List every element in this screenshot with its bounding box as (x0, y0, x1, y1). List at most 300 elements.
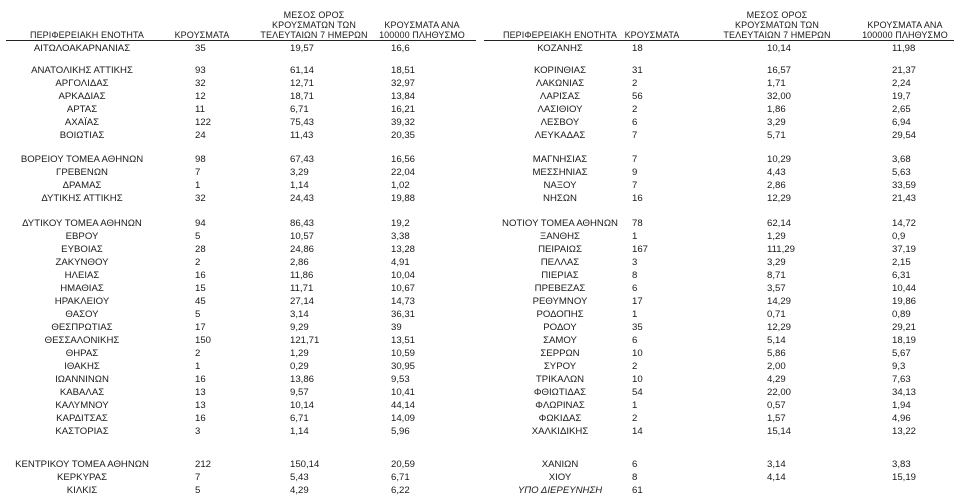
region-name: ΦΛΩΡΙΝΑΣ (535, 400, 585, 411)
region-name: ΔΥΤΙΚΗΣ ΑΤΤΙΚΗΣ (41, 193, 123, 204)
per100k-value: 7,63 (892, 374, 911, 385)
avg7-value: 2,86 (290, 257, 309, 268)
region-name: ΚΑΛΥΜΝΟΥ (55, 400, 109, 411)
avg7-value: 27,14 (290, 296, 315, 307)
cases-value: 2 (632, 104, 638, 115)
cases-value: 6 (632, 117, 638, 128)
column-header (484, 0, 636, 40)
avg7-value: 1,29 (290, 348, 309, 359)
cases-value: 10 (632, 374, 643, 385)
column-header (254, 0, 374, 40)
table-row (6, 154, 476, 166)
table-row (484, 335, 954, 347)
avg7-value: 12,29 (767, 193, 792, 204)
cases-value: 14 (632, 426, 643, 437)
table-row (6, 426, 476, 438)
avg7-value: 3,29 (767, 117, 786, 128)
cases-value: 78 (632, 218, 643, 229)
cases-value: 1 (632, 309, 638, 320)
per100k-value: 16,56 (391, 154, 416, 165)
region-name: ΝΟΤΙΟΥ ΤΟΜΕΑ ΑΘΗΝΩΝ (502, 218, 618, 229)
per100k-value: 2,24 (892, 78, 911, 89)
column-header-line: 100000 ΠΛΗΘΥΣΜΟ (862, 30, 948, 40)
region-name: ΚΑΣΤΟΡΙΑΣ (55, 426, 109, 437)
table-row (6, 296, 476, 308)
cases-value: 3 (195, 426, 201, 437)
per100k-value: 10,41 (391, 387, 416, 398)
region-name: ΛΑΚΩΝΙΑΣ (535, 78, 585, 89)
region-name: ΧΑΝΙΩΝ (541, 459, 579, 470)
per100k-value: 13,51 (391, 335, 416, 346)
avg7-value: 5,43 (290, 472, 309, 483)
cases-value: 2 (195, 257, 201, 268)
table-row (6, 309, 476, 321)
region-name: ΜΕΣΣΗΝΙΑΣ (532, 167, 588, 178)
header-rule (484, 40, 954, 41)
per100k-value: 20,35 (391, 130, 416, 141)
region-name: ΚΑΒΑΛΑΣ (59, 387, 105, 398)
table-row (484, 257, 954, 269)
avg7-value: 1,71 (767, 78, 786, 89)
region-name: ΦΩΚΙΔΑΣ (538, 413, 582, 424)
region-name: ΒΟΡΕΙΟΥ ΤΟΜΕΑ ΑΘΗΝΩΝ (20, 154, 144, 165)
region-name: ΑΧΑΪΑΣ (64, 117, 100, 128)
table-row (484, 180, 954, 192)
per100k-value: 0,9 (892, 231, 906, 242)
column-header-line: ΚΡΟΥΣΜΑΤΩΝ ΤΩΝ (272, 20, 356, 30)
per100k-value: 9,53 (391, 374, 410, 385)
cases-value: 6 (632, 459, 638, 470)
per100k-value: 10,44 (892, 283, 917, 294)
avg7-value: 4,14 (767, 472, 786, 483)
table-row (484, 387, 954, 399)
region-name: ΤΡΙΚΑΛΩΝ (535, 374, 585, 385)
avg7-value: 3,14 (290, 309, 309, 320)
per100k-value: 13,84 (391, 91, 416, 102)
avg7-value: 2,86 (767, 180, 786, 191)
per100k-value: 21,37 (892, 65, 917, 76)
per100k-value: 6,31 (892, 270, 911, 281)
table-row (6, 244, 476, 256)
table-row (484, 459, 954, 471)
cases-value: 1 (632, 231, 638, 242)
table-row (484, 117, 954, 129)
per100k-value: 10,67 (391, 283, 416, 294)
cases-value: 2 (632, 413, 638, 424)
table-row (484, 43, 954, 55)
table-row (484, 400, 954, 412)
cases-value: 6 (632, 335, 638, 346)
column-header (6, 0, 168, 40)
avg7-value: 121,71 (290, 335, 320, 346)
avg7-value: 11,86 (290, 270, 314, 281)
table-row (6, 78, 476, 90)
avg7-value: 5,14 (767, 335, 786, 346)
cases-value: 98 (195, 154, 206, 165)
avg7-value: 4,43 (767, 167, 786, 178)
table-row (484, 296, 954, 308)
region-name: ΚΙΛΚΙΣ (66, 485, 98, 496)
avg7-value: 1,86 (767, 104, 786, 115)
cases-value: 61 (632, 485, 643, 496)
table-row (484, 322, 954, 334)
region-name: ΡΕΘΥΜΝΟΥ (532, 296, 588, 307)
column-header-line: ΚΡΟΥΣΜΑΤΩΝ ΤΩΝ (735, 20, 819, 30)
region-name: ΑΝΑΤΟΛΙΚΗΣ ΑΤΤΙΚΗΣ (31, 65, 133, 76)
cases-value: 122 (195, 117, 212, 128)
cases-value: 9 (632, 167, 638, 178)
region-name: ΛΑΣΙΘΙΟΥ (537, 104, 583, 115)
table-row (484, 270, 954, 282)
cases-value: 2 (632, 361, 638, 372)
avg7-value: 0,71 (767, 309, 786, 320)
region-name: ΧΑΛΚΙΔΙΚΗΣ (531, 426, 589, 437)
column-header-line: ΚΡΟΥΣΜΑΤΑ ΑΝΑ (867, 20, 943, 30)
per100k-value: 14,09 (391, 413, 416, 424)
cases-value: 12 (195, 91, 206, 102)
cases-value: 17 (195, 322, 206, 333)
per100k-value: 3,38 (391, 231, 410, 242)
region-name: ΑΡΓΟΛΙΔΑΣ (55, 78, 109, 89)
per100k-value: 44,14 (391, 400, 416, 411)
per100k-value: 19,7 (892, 91, 911, 102)
region-name: ΘΕΣΠΡΩΤΙΑΣ (51, 322, 113, 333)
cases-value: 18 (632, 43, 643, 54)
cases-value: 212 (195, 459, 212, 470)
avg7-value: 9,57 (290, 387, 309, 398)
per100k-value: 0,89 (892, 309, 911, 320)
region-name: ΙΘΑΚΗΣ (64, 361, 100, 372)
table-row (484, 361, 954, 373)
table-row (484, 78, 954, 90)
region-name: ΛΑΡΙΣΑΣ (539, 91, 581, 102)
avg7-value: 9,29 (290, 322, 309, 333)
avg7-value: 10,14 (767, 43, 792, 54)
cases-value: 2 (195, 348, 201, 359)
region-name: ΙΩΑΝΝΙΝΩΝ (55, 374, 109, 385)
table-row (484, 167, 954, 179)
cases-value: 1 (632, 400, 638, 411)
table-row (6, 218, 476, 230)
avg7-value: 3,29 (767, 257, 786, 268)
region-name: ΑΡΤΑΣ (66, 104, 98, 115)
region-name: ΥΠΟ ΔΙΕΡΕΥΝΗΣΗ (517, 485, 603, 496)
region-name: ΚΟΖΑΝΗΣ (537, 43, 583, 54)
avg7-value: 3,57 (767, 283, 786, 294)
header-rule (6, 40, 476, 41)
column-header-line: ΠΕΡΙΦΕΡΕΙΑΚΗ ΕΝΟΤΗΤΑ (29, 30, 145, 40)
per100k-value: 33,59 (892, 180, 917, 191)
column-header (166, 0, 238, 40)
region-name: ΠΡΕΒΕΖΑΣ (534, 283, 586, 294)
table-row (484, 218, 954, 230)
table-row (6, 117, 476, 129)
region-name: ΠΕΙΡΑΙΩΣ (538, 244, 582, 255)
table-row (6, 400, 476, 412)
cases-value: 7 (632, 154, 638, 165)
column-header-line: ΠΕΡΙΦΕΡΕΙΑΚΗ ΕΝΟΤΗΤΑ (502, 30, 618, 40)
region-name: ΞΑΝΘΗΣ (540, 231, 580, 242)
avg7-value: 19,57 (290, 43, 315, 54)
per100k-value: 29,21 (892, 322, 917, 333)
column-header-line: 100000 ΠΛΗΘΥΣΜΟ (379, 30, 465, 40)
avg7-value: 61,14 (290, 65, 315, 76)
avg7-value: 1,14 (290, 180, 309, 191)
cases-value: 3 (632, 257, 638, 268)
cases-value: 94 (195, 218, 206, 229)
region-name: ΠΕΛΛΑΣ (540, 257, 580, 268)
avg7-value: 2,00 (767, 361, 786, 372)
per100k-value: 19,2 (391, 218, 410, 229)
cases-value: 16 (195, 270, 206, 281)
region-name: ΔΥΤΙΚΟΥ ΤΟΜΕΑ ΑΘΗΝΩΝ (22, 218, 142, 229)
region-name: ΚΕΝΤΡΙΚΟΥ ΤΟΜΕΑ ΑΘΗΝΩΝ (15, 459, 149, 470)
cases-value: 10 (632, 348, 643, 359)
avg7-value: 22,00 (767, 387, 792, 398)
avg7-value: 11,43 (290, 130, 314, 141)
cases-value: 8 (632, 270, 638, 281)
avg7-value: 1,29 (767, 231, 786, 242)
region-name: ΖΑΚΥΝΘΟΥ (55, 257, 109, 268)
region-name: ΗΛΕΙΑΣ (64, 270, 100, 281)
region-name: ΝΗΣΩΝ (543, 193, 577, 204)
per100k-value: 1,02 (391, 180, 410, 191)
region-name: ΡΟΔΟΠΗΣ (536, 309, 584, 320)
cases-value: 7 (632, 130, 638, 141)
table-row (484, 472, 954, 484)
table-row (484, 193, 954, 205)
per100k-value: 37,19 (892, 244, 917, 255)
avg7-value: 4,29 (767, 374, 786, 385)
per100k-value: 14,72 (892, 218, 917, 229)
table-row (6, 65, 476, 77)
per100k-value: 6,71 (391, 472, 410, 483)
table-row (6, 104, 476, 116)
region-name: ΧΙΟΥ (548, 472, 572, 483)
region-name: ΘΑΣΟΥ (65, 309, 99, 320)
avg7-value: 4,29 (290, 485, 309, 496)
column-header (854, 0, 956, 40)
table-row (6, 472, 476, 484)
table-row (6, 257, 476, 269)
region-name: ΣΥΡΟΥ (543, 361, 577, 372)
avg7-value: 32,00 (767, 91, 792, 102)
table-row (484, 231, 954, 243)
table-row (6, 322, 476, 334)
per100k-value: 19,88 (391, 193, 416, 204)
region-name: ΡΟΔΟΥ (543, 322, 577, 333)
cases-value: 24 (195, 130, 206, 141)
table-row (6, 348, 476, 360)
per100k-value: 1,94 (892, 400, 911, 411)
per100k-value: 16,21 (391, 104, 416, 115)
table-row (484, 130, 954, 142)
per100k-value: 5,96 (391, 426, 410, 437)
column-header-line: ΚΡΟΥΣΜΑΤΑ (624, 30, 680, 40)
per100k-value: 22,04 (391, 167, 416, 178)
per100k-value: 34,13 (892, 387, 917, 398)
per100k-value: 14,73 (391, 296, 416, 307)
cases-value: 1 (195, 180, 201, 191)
avg7-value: 12,29 (767, 322, 792, 333)
table-row (6, 130, 476, 142)
avg7-value: 16,57 (767, 65, 792, 76)
cases-value: 2 (632, 78, 638, 89)
table-row (6, 283, 476, 295)
per100k-value: 18,19 (892, 335, 917, 346)
cases-value: 45 (195, 296, 206, 307)
avg7-value: 62,14 (767, 218, 792, 229)
column-header (616, 0, 688, 40)
cases-value: 7 (632, 180, 638, 191)
table-row (6, 374, 476, 386)
cases-value: 7 (195, 472, 201, 483)
cases-value: 11 (195, 104, 205, 115)
column-header-line: ΤΕΛΕΥΤΑΙΩΝ 7 ΗΜΕΡΩΝ (723, 30, 831, 40)
table-row (484, 244, 954, 256)
avg7-value: 8,71 (767, 270, 786, 281)
avg7-value: 1,57 (767, 413, 786, 424)
region-name: ΘΕΣΣΑΛΟΝΙΚΗΣ (44, 335, 120, 346)
per100k-value: 2,65 (892, 104, 911, 115)
table-row (6, 167, 476, 179)
table-row (6, 485, 476, 497)
avg7-value: 1,14 (290, 426, 309, 437)
avg7-value: 5,86 (767, 348, 786, 359)
cases-value: 16 (195, 374, 206, 385)
avg7-value: 10,57 (290, 231, 315, 242)
region-name: ΓΡΕΒΕΝΩΝ (56, 167, 108, 178)
region-name: ΑΡΚΑΔΙΑΣ (58, 91, 106, 102)
cases-value: 5 (195, 309, 201, 320)
avg7-value: 10,14 (290, 400, 315, 411)
cases-value: 167 (632, 244, 649, 255)
cases-value: 13 (195, 387, 206, 398)
avg7-value: 150,14 (290, 459, 320, 470)
per100k-value: 39,32 (391, 117, 416, 128)
per100k-value: 4,96 (892, 413, 911, 424)
region-name: ΦΘΙΩΤΙΔΑΣ (533, 387, 587, 398)
column-header (714, 0, 840, 40)
region-name: ΚΟΡΙΝΘΙΑΣ (533, 65, 587, 76)
table-row (484, 154, 954, 166)
region-name: ΔΡΑΜΑΣ (62, 180, 102, 191)
cases-value: 16 (195, 413, 206, 424)
table-row (6, 335, 476, 347)
table-row (484, 413, 954, 425)
per100k-value: 3,83 (892, 459, 911, 470)
avg7-value: 6,71 (290, 104, 309, 115)
avg7-value: 3,14 (767, 459, 786, 470)
table-row (484, 485, 954, 497)
cases-value: 32 (195, 193, 206, 204)
cases-value: 13 (195, 400, 206, 411)
region-name: ΚΑΡΔΙΤΣΑΣ (56, 413, 108, 424)
per100k-value: 39 (391, 322, 402, 333)
avg7-value: 5,71 (767, 130, 786, 141)
avg7-value: 75,43 (290, 117, 315, 128)
cases-value: 5 (195, 231, 201, 242)
per100k-value: 6,22 (391, 485, 410, 496)
region-name: ΑΙΤΩΛΟΑΚΑΡΝΑΝΙΑΣ (33, 43, 131, 54)
table-row (6, 270, 476, 282)
avg7-value: 24,86 (290, 244, 315, 255)
per100k-value: 9,3 (892, 361, 906, 372)
region-name: ΝΑΞΟΥ (543, 180, 577, 191)
per100k-value: 3,68 (892, 154, 911, 165)
avg7-value: 12,71 (290, 78, 315, 89)
avg7-value: 24,43 (290, 193, 315, 204)
table-row (6, 413, 476, 425)
per100k-value: 5,63 (892, 167, 911, 178)
per100k-value: 13,28 (391, 244, 416, 255)
region-name: ΕΒΡΟΥ (65, 231, 99, 242)
per100k-value (892, 485, 932, 497)
per100k-value: 36,31 (391, 309, 416, 320)
avg7-value: 0,29 (290, 361, 309, 372)
cases-value: 35 (632, 322, 643, 333)
per100k-value: 15,19 (892, 472, 917, 483)
region-name: ΗΜΑΘΙΑΣ (60, 283, 104, 294)
cases-value: 31 (632, 65, 643, 76)
per100k-value: 30,95 (391, 361, 416, 372)
cases-value: 6 (632, 283, 638, 294)
per100k-value: 4,91 (391, 257, 410, 268)
per100k-value: 11,98 (892, 43, 916, 54)
table-row (484, 283, 954, 295)
table-row (6, 231, 476, 243)
region-name: ΒΟΙΩΤΙΑΣ (59, 130, 105, 141)
per100k-value: 19,86 (892, 296, 917, 307)
table-row (484, 374, 954, 386)
cases-value: 5 (195, 485, 201, 496)
table-row (484, 309, 954, 321)
avg7-value: 11,71 (290, 283, 314, 294)
column-header (376, 0, 468, 40)
cases-value: 93 (195, 65, 206, 76)
table-row (6, 361, 476, 373)
cases-value: 150 (195, 335, 212, 346)
cases-value: 54 (632, 387, 643, 398)
table-row (484, 348, 954, 360)
avg7-value: 10,29 (767, 154, 792, 165)
per100k-value: 16,6 (391, 43, 410, 54)
region-name: ΜΑΓΝΗΣΙΑΣ (532, 154, 588, 165)
cases-value: 28 (195, 244, 206, 255)
per100k-value: 2,15 (892, 257, 911, 268)
cases-value: 35 (195, 43, 206, 54)
table-row (6, 43, 476, 55)
table-row (6, 387, 476, 399)
cases-value: 7 (195, 167, 201, 178)
column-header-line: ΜΕΣΟΣ ΟΡΟΣ (283, 10, 345, 20)
per100k-value: 5,67 (892, 348, 911, 359)
per100k-value: 10,04 (391, 270, 416, 281)
column-header-line: ΚΡΟΥΣΜΑΤΑ (174, 30, 230, 40)
region-name: ΣΑΜΟΥ (543, 335, 577, 346)
column-header-line: ΚΡΟΥΣΜΑΤΑ ΑΝΑ (384, 20, 460, 30)
cases-value: 8 (632, 472, 638, 483)
per100k-value: 32,97 (391, 78, 416, 89)
region-name: ΚΕΡΚΥΡΑΣ (56, 472, 107, 483)
region-name: ΛΕΣΒΟΥ (540, 117, 580, 128)
cases-value: 56 (632, 91, 643, 102)
table-row (484, 91, 954, 103)
column-header-line: ΤΕΛΕΥΤΑΙΩΝ 7 ΗΜΕΡΩΝ (260, 30, 368, 40)
avg7-value: 13,86 (290, 374, 315, 385)
avg7-value: 86,43 (290, 218, 315, 229)
table-row (6, 459, 476, 471)
